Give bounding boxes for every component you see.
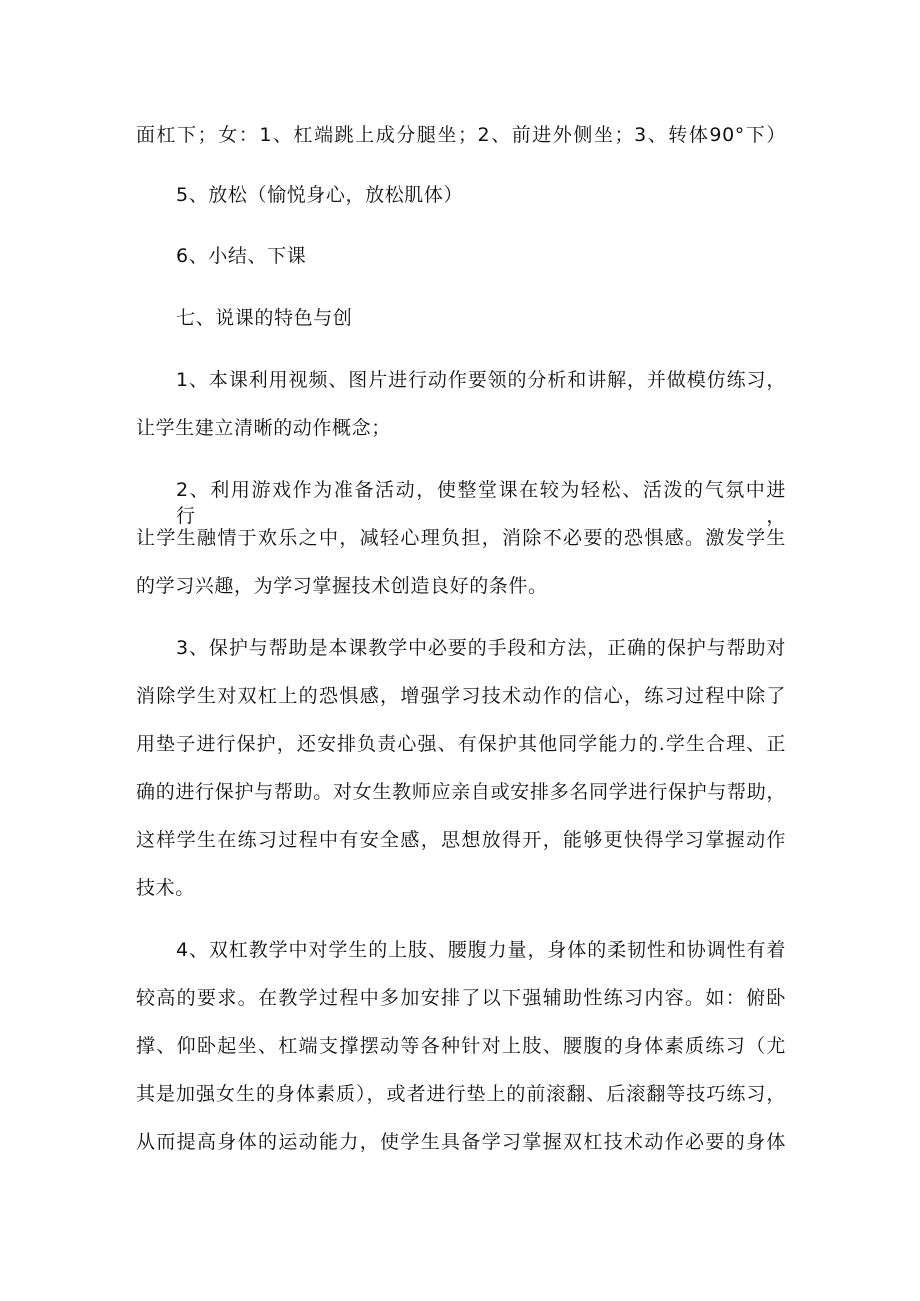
text-line: 的学习兴趣，为学习掌握技术创造良好的条件。: [136, 575, 548, 597]
text-line: 消除学生对双杠上的恐惧感，增强学习技术动作的信心，练习过程中除了: [136, 685, 786, 707]
text-line: 撑、仰卧起坐、杠端支撑摆动等各种针对上肢、腰腹的身体素质练习（尤: [136, 1035, 786, 1057]
text-line: 用垫子进行保护，还安排负责心强、有保护其他同学能力的.学生合理、正: [136, 733, 786, 755]
section-heading: 七、说课的特色与创: [176, 307, 353, 329]
text-line: 5、放松（愉悦身心，放松肌体）: [176, 184, 464, 206]
text-line: 2、利用游戏作为准备活动，使整堂课在较为轻松、活泼的气氛中进行，: [176, 479, 786, 527]
text-line: 让学生建立清晰的动作概念；: [136, 417, 391, 439]
text-line: 较高的要求。在教学过程中多加安排了以下强辅助性练习内容。如：俯卧: [136, 987, 786, 1009]
text-line: 技术。: [136, 877, 195, 899]
text-line: 4、双杠教学中对学生的上肢、腰腹力量，身体的柔韧性和协调性有着: [176, 939, 786, 961]
text-line: 这样学生在练习过程中有安全感，思想放得开，能够更快得学习掌握动作: [136, 829, 786, 851]
text-line: 其是加强女生的身体素质），或者进行垫上的前滚翻、后滚翻等技巧练习，: [136, 1083, 786, 1105]
text-line: 面杠下；女：1、杠端跳上成分腿坐；2、前进外侧坐；3、转体90°下）: [136, 124, 786, 146]
text-line: 6、小结、下课: [176, 245, 307, 267]
text-line: 从而提高身体的运动能力，使学生具备学习掌握双杠技术动作必要的身体: [136, 1131, 786, 1153]
text-line: 3、保护与帮助是本课教学中必要的手段和方法，正确的保护与帮助对: [176, 637, 786, 659]
text-line: 1、本课利用视频、图片进行动作要领的分析和讲解，并做模仿练习，: [176, 369, 786, 391]
text-line: 确的进行保护与帮助。对女生教师应亲自或安排多名同学进行保护与帮助，: [136, 781, 786, 803]
text-line: 让学生融情于欢乐之中，减轻心理负担，消除不必要的恐惧感。激发学生: [136, 527, 786, 549]
